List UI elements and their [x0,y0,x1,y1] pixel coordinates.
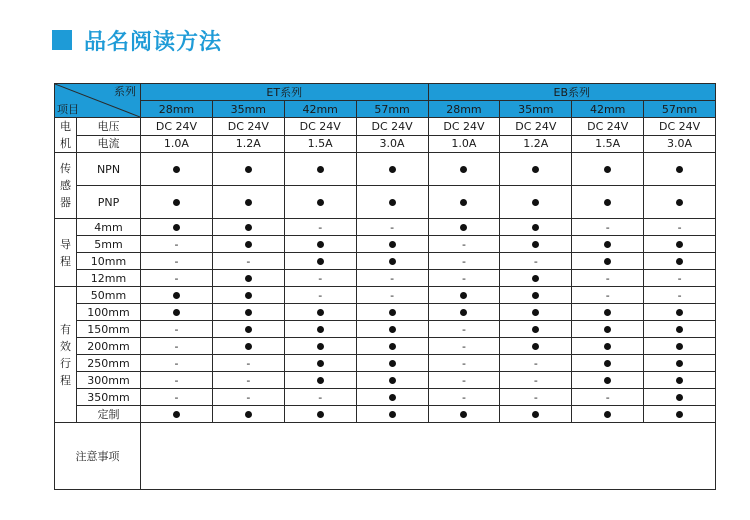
page-title-text: 品名阅读方法 [84,29,223,55]
size-header: 57mm [356,101,428,118]
bullet-dot-icon [389,394,396,401]
spec-table [54,83,716,490]
table-cell [212,186,284,219]
bullet-dot-icon [317,360,324,367]
table-cell [500,287,572,304]
row-label: 300mm [77,372,141,389]
bullet-dot-icon [245,411,252,418]
section-label-char: 机 [60,137,71,150]
series-group-header: EB系列 [428,84,716,101]
bullet-dot-icon [676,411,683,418]
table-cell: DC 24V [572,118,644,136]
table-row [55,287,716,304]
section-label-char: 程 [60,373,71,387]
size-header: 35mm [500,101,572,118]
row-label: 4mm [77,219,141,236]
table-row [55,270,716,287]
bullet-dot-icon [245,275,252,282]
table-cell: DC 24V [212,118,284,136]
table-cell [644,153,716,186]
table-cell [141,304,213,321]
table-cell [212,270,284,287]
bullet-dot-icon [532,241,539,248]
bullet-dot-icon [173,411,180,418]
table-cell: - [284,270,356,287]
table-cell: - [428,355,500,372]
row-label: 电流 [77,135,141,153]
bullet-dot-icon [245,326,252,333]
bullet-dot-icon [317,343,324,350]
table-cell: - [428,389,500,406]
row-label: 电压 [77,118,141,136]
bullet-dot-icon [532,343,539,350]
table-cell [500,406,572,423]
table-row [55,338,716,355]
table-cell [572,304,644,321]
row-label: 100mm [77,304,141,321]
table-cell: - [212,253,284,270]
bullet-dot-icon [676,258,683,265]
table-cell: - [428,236,500,253]
bullet-dot-icon [676,343,683,350]
table-row [55,186,716,219]
table-cell: - [428,253,500,270]
table-cell: - [141,389,213,406]
table-cell [500,270,572,287]
bullet-dot-icon [604,309,611,316]
table-cell [572,372,644,389]
table-cell [428,186,500,219]
bullet-dot-icon [532,166,539,173]
bullet-dot-icon [317,411,324,418]
table-cell: 1.2A [212,135,284,153]
bullet-dot-icon [245,224,252,231]
table-cell [356,253,428,270]
bullet-dot-icon [245,166,252,173]
bullet-dot-icon [604,166,611,173]
bullet-dot-icon [604,343,611,350]
bullet-dot-icon [389,326,396,333]
table-cell: - [284,389,356,406]
table-cell: - [356,270,428,287]
bullet-dot-icon [389,377,396,384]
section-label [55,118,77,153]
table-cell [500,338,572,355]
bullet-dot-icon [676,166,683,173]
table-cell: 3.0A [644,135,716,153]
table-cell [572,321,644,338]
corner-series-label: 系列 [114,85,136,98]
table-cell [500,186,572,219]
row-label: 250mm [77,355,141,372]
bullet-dot-icon [389,241,396,248]
table-cell: - [356,287,428,304]
table-cell [428,219,500,236]
table-cell [356,304,428,321]
table-cell [212,153,284,186]
table-row [55,304,716,321]
bullet-dot-icon [173,166,180,173]
bullet-dot-icon [317,241,324,248]
table-cell [141,153,213,186]
table-cell [284,406,356,423]
series-group-header: ET系列 [141,84,429,101]
table-row [55,253,716,270]
size-header: 57mm [644,101,716,118]
row-label: 50mm [77,287,141,304]
table-cell [500,219,572,236]
table-cell [644,355,716,372]
page-title [52,24,222,56]
table-cell: - [500,372,572,389]
table-cell [356,389,428,406]
table-row [55,321,716,338]
table-corner-cell [55,84,141,118]
bullet-dot-icon [317,166,324,173]
table-cell [356,321,428,338]
bullet-dot-icon [317,258,324,265]
table-cell [644,304,716,321]
table-cell: DC 24V [284,118,356,136]
bullet-dot-icon [317,309,324,316]
table-row [55,406,716,423]
table-cell [212,338,284,355]
table-cell [141,219,213,236]
table-cell: 1.2A [500,135,572,153]
row-label: 5mm [77,236,141,253]
table-cell: - [284,287,356,304]
table-row [55,118,716,136]
table-cell: 1.5A [284,135,356,153]
bullet-dot-icon [460,411,467,418]
table-cell: - [284,219,356,236]
notes-row [55,423,716,490]
table-cell: - [141,236,213,253]
bullet-dot-icon [532,326,539,333]
table-cell [284,338,356,355]
size-header: 28mm [141,101,213,118]
table-cell: - [212,389,284,406]
table-cell [284,236,356,253]
row-label: 150mm [77,321,141,338]
table-cell: - [212,372,284,389]
bullet-dot-icon [460,292,467,299]
row-label: NPN [77,153,141,186]
bullet-dot-icon [676,360,683,367]
notes-label: 注意事项 [55,423,141,490]
bullet-dot-icon [389,166,396,173]
bullet-dot-icon [604,326,611,333]
table-cell: - [644,219,716,236]
section-label-char: 感 [60,179,71,192]
bullet-dot-icon [389,258,396,265]
table-cell: 1.0A [141,135,213,153]
row-label: 12mm [77,270,141,287]
bullet-dot-icon [604,411,611,418]
table-cell [500,304,572,321]
table-cell: - [141,372,213,389]
section-label-char: 电 [60,120,71,133]
table-cell: DC 24V [356,118,428,136]
table-cell [284,253,356,270]
bullet-dot-icon [676,394,683,401]
bullet-dot-icon [173,224,180,231]
table-cell: DC 24V [644,118,716,136]
corner-item-label: 项目 [57,103,79,116]
section-label [55,153,77,219]
row-label: 定制 [77,406,141,423]
table-row [55,219,716,236]
bullet-dot-icon [604,258,611,265]
bullet-dot-icon [173,309,180,316]
bullet-dot-icon [532,275,539,282]
bullet-dot-icon [389,411,396,418]
section-label-char: 器 [60,196,71,209]
bullet-dot-icon [604,377,611,384]
table-cell: 3.0A [356,135,428,153]
section-label [55,219,77,287]
table-cell: - [572,270,644,287]
table-cell: - [141,270,213,287]
table-cell [428,287,500,304]
table-cell: - [500,389,572,406]
table-cell [284,304,356,321]
table-cell: - [572,219,644,236]
row-label: 10mm [77,253,141,270]
size-header: 35mm [212,101,284,118]
bullet-dot-icon [389,360,396,367]
section-label-char: 传 [60,162,71,175]
table-cell [572,253,644,270]
table-cell [212,219,284,236]
table-cell: - [356,219,428,236]
section-label-char: 程 [60,254,71,268]
table-cell [212,406,284,423]
table-row [55,355,716,372]
size-header: 42mm [572,101,644,118]
table-cell [356,236,428,253]
table-cell [644,406,716,423]
table-cell [284,355,356,372]
table-cell: - [141,321,213,338]
table-cell [500,321,572,338]
bullet-dot-icon [676,326,683,333]
bullet-dot-icon [676,241,683,248]
table-cell [572,355,644,372]
section-label [55,287,77,423]
table-cell: - [141,253,213,270]
section-label-char: 导 [60,237,71,251]
table-cell: - [428,321,500,338]
table-cell [284,372,356,389]
header-row-groups [55,84,716,101]
bullet-dot-icon [245,292,252,299]
table-cell [644,236,716,253]
section-label-char: 行 [60,356,71,370]
bullet-dot-icon [460,166,467,173]
table-cell: - [644,287,716,304]
row-label: 200mm [77,338,141,355]
table-cell: - [500,355,572,372]
bullet-dot-icon [532,199,539,206]
table-cell [141,287,213,304]
table-cell: - [572,389,644,406]
table-cell [644,389,716,406]
section-label-char: 有 [60,322,71,336]
table-cell: - [212,355,284,372]
table-cell [572,153,644,186]
bullet-dot-icon [245,199,252,206]
table-cell: - [428,338,500,355]
table-cell [644,321,716,338]
table-cell: - [428,372,500,389]
table-cell: 1.0A [428,135,500,153]
table-cell: DC 24V [428,118,500,136]
bullet-dot-icon [245,241,252,248]
table-cell [644,253,716,270]
table-cell [212,287,284,304]
table-cell [141,186,213,219]
table-cell [284,321,356,338]
bullet-dot-icon [460,224,467,231]
bullet-dot-icon [173,199,180,206]
size-header: 28mm [428,101,500,118]
table-row [55,372,716,389]
bullet-dot-icon [389,199,396,206]
table-cell [500,236,572,253]
bullet-dot-icon [460,309,467,316]
table-cell [356,406,428,423]
table-cell [284,186,356,219]
table-cell [212,321,284,338]
table-cell [572,186,644,219]
table-cell [284,153,356,186]
table-cell [572,406,644,423]
table-cell [572,236,644,253]
table-row [55,389,716,406]
bullet-dot-icon [389,309,396,316]
table-cell [212,304,284,321]
table-cell [141,406,213,423]
table-cell [644,186,716,219]
bullet-dot-icon [676,377,683,384]
bullet-dot-icon [317,326,324,333]
bullet-dot-icon [676,309,683,316]
table-cell: DC 24V [141,118,213,136]
bullet-dot-icon [604,241,611,248]
bullet-dot-icon [532,224,539,231]
table-cell [356,186,428,219]
bullet-dot-icon [245,343,252,350]
table-cell: - [428,270,500,287]
bullet-dot-icon [173,292,180,299]
table-cell [356,355,428,372]
table-cell [644,338,716,355]
bullet-dot-icon [317,199,324,206]
table-cell [356,338,428,355]
table-row [55,153,716,186]
table-cell: - [500,253,572,270]
table-cell [428,304,500,321]
bullet-dot-icon [604,360,611,367]
table-cell [644,372,716,389]
table-cell [500,153,572,186]
bullet-dot-icon [532,411,539,418]
bullet-dot-icon [532,309,539,316]
header-row-sizes [55,101,716,118]
table-cell: - [141,338,213,355]
table-cell: - [572,287,644,304]
bullet-dot-icon [532,292,539,299]
table-cell: - [644,270,716,287]
table-cell: DC 24V [500,118,572,136]
bullet-dot-icon [389,343,396,350]
table-cell: 1.5A [572,135,644,153]
table-cell [356,372,428,389]
bullet-dot-icon [317,377,324,384]
notes-value [141,423,716,490]
table-cell [356,153,428,186]
table-cell [428,153,500,186]
section-label-char: 效 [60,339,71,353]
table-cell [212,236,284,253]
row-label: 350mm [77,389,141,406]
table-row [55,135,716,153]
bullet-dot-icon [604,199,611,206]
table-cell [428,406,500,423]
row-label: PNP [77,186,141,219]
size-header: 42mm [284,101,356,118]
table-row [55,236,716,253]
bullet-dot-icon [245,309,252,316]
bullet-dot-icon [676,199,683,206]
bullet-dot-icon [460,199,467,206]
table-cell: - [141,355,213,372]
title-square-icon [52,30,72,50]
table-cell [572,338,644,355]
